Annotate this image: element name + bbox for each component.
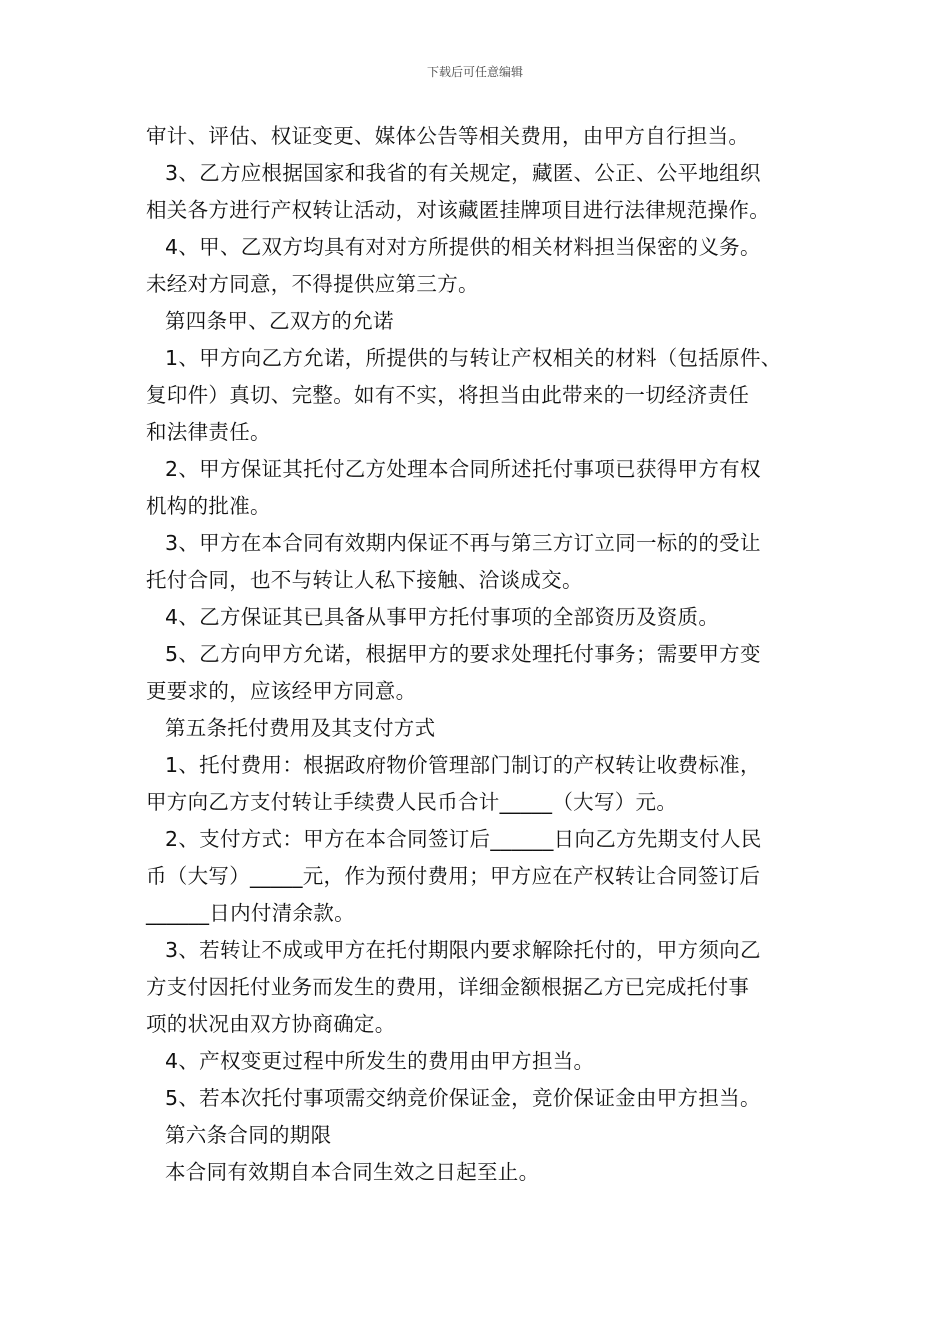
text-line: 2、甲方保证其托付乙方处理本合同所述托付事项已获得甲方有权 [165,457,761,481]
text-line: 项的状况由双方协商确定。 [146,1012,396,1036]
text-line: 机构的批准。 [146,494,271,518]
text-line: 复印件）真切、完整。如有不实，将担当由此带来的一切经济责任 [146,383,750,407]
text-line: 币（大写）_____元，作为预付费用；甲方应在产权转让合同签订后 [146,864,761,888]
text-line: 3、甲方在本合同有效期内保证不再与第三方订立同一标的的受让 [165,531,761,555]
document-body [146,118,816,1191]
text-line: 4、产权变更过程中所发生的费用由甲方担当。 [165,1049,595,1073]
page-header-note: 下载后可任意编辑 [426,65,523,79]
text-line: 4、甲、乙双方均具有对对方所提供的相关材料担当保密的义务。 [165,235,761,259]
text-line: 审计、评估、权证变更、媒体公告等相关费用，由甲方自行担当。 [146,124,750,148]
text-line: 未经对方同意，不得提供应第三方。 [146,272,479,296]
text-line: 1、托付费用：根据政府物价管理部门制订的产权转让收费标准， [165,753,761,777]
text-line: 4、乙方保证其已具备从事甲方托付事项的全部资历及资质。 [165,605,720,629]
text-line: 2、支付方式：甲方在本合同签订后______日向乙方先期支付人民 [165,827,762,851]
section-heading: 第四条甲、乙双方的允诺 [165,309,394,333]
text-line: 和法律责任。 [146,420,271,444]
text-line: 托付合同，也不与转让人私下接触、洽谈成交。 [146,568,583,592]
text-line: 3、若转让不成或甲方在托付期限内要求解除托付的，甲方须向乙 [165,938,761,962]
section-heading: 第五条托付费用及其支付方式 [165,716,436,740]
text-line: 相关各方进行产权转让活动，对该藏匿挂牌项目进行法律规范操作。 [146,198,770,222]
text-line: ______日内付清余款。 [146,901,355,925]
text-line: 5、乙方向甲方允诺，根据甲方的要求处理托付事务；需要甲方变 [165,642,761,666]
text-line: 1、甲方向乙方允诺，所提供的与转让产权相关的材料（包括原件、 [165,346,782,370]
text-line: 3、乙方应根据国家和我省的有关规定，藏匿、公正、公平地组织 [165,161,761,185]
text-line: 更要求的，应该经甲方同意。 [146,679,417,703]
text-line: 甲方向乙方支付转让手续费人民币合计_____（大写）元。 [146,790,678,814]
text-line: 本合同有效期自本合同生效之日起至止。 [165,1160,540,1184]
text-line: 方支付因托付业务而发生的费用，详细金额根据乙方已完成托付事 [146,975,750,999]
text-line: 5、若本次托付事项需交纳竞价保证金，竞价保证金由甲方担当。 [165,1086,761,1110]
section-heading: 第六条合同的期限 [165,1123,332,1147]
